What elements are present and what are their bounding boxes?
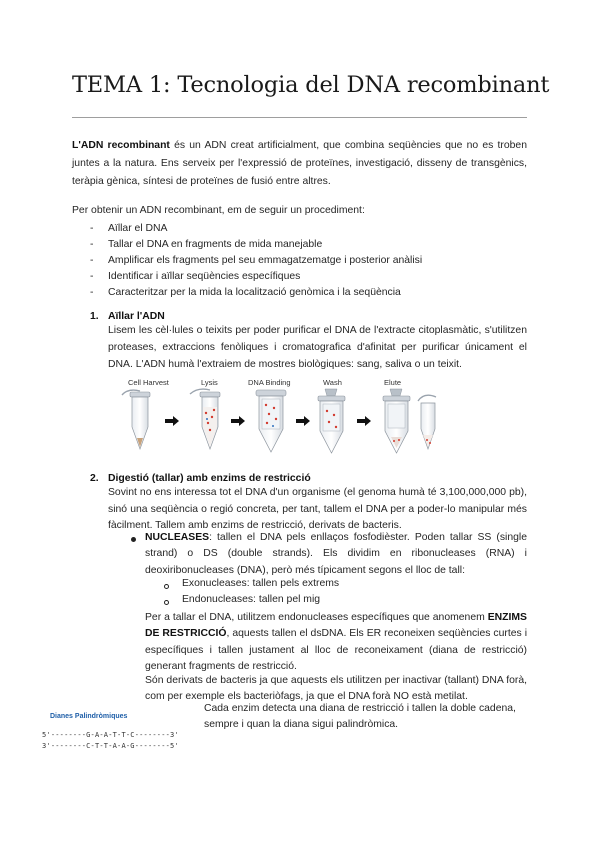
diana-line-2: sempre i quan la diana sigui palindròmica. bbox=[204, 719, 399, 730]
arrow-icon bbox=[357, 416, 371, 426]
palindrome-top-strand: 5'--------G-A-A-T-T-C--------3' bbox=[42, 731, 179, 739]
intro-term: L'ADN recombinant bbox=[72, 140, 170, 151]
er-term: ENZIMS DE RESTRICCIÓ bbox=[145, 612, 527, 640]
arrow-icon bbox=[296, 416, 310, 426]
bullet-icon bbox=[131, 537, 136, 542]
procedure-step: - Amplificar els fragments pel seu emmagatzematge i posterior anàlisi bbox=[90, 253, 510, 269]
nucleases-term: NUCLEASES bbox=[145, 532, 210, 543]
arrow-icon bbox=[165, 416, 179, 426]
sub-bullet-icon bbox=[164, 584, 169, 589]
sub-item-exonucleases: Exonucleases: tallen pels extrems bbox=[182, 578, 340, 589]
procedure-step: - Tallar el DNA en fragments de mida manejable bbox=[90, 237, 510, 253]
tube-lysis-icon bbox=[190, 389, 220, 449]
restriction-enzymes-paragraph bbox=[145, 610, 527, 675]
section-2-text: Sovint no ens interessa tot el DNA d'un organisme (el genoma humà té 3,100,000,000 pb), sinó una seqüència o regió concreta, per tant, tallem el DNA per a poder-lo manipular més fàcilment. Tallem amb enzims de restricció, derivats de bacteris. bbox=[108, 487, 527, 531]
diana-line-1: Cada enzim detecta una diana de restricció i tallen la doble cadena, bbox=[204, 703, 516, 714]
tube-wash-icon bbox=[318, 389, 345, 453]
bacteria-paragraph: Són derivats de bacteris ja que aquests els utilitzen per inactivar (tallant) DNA forà, com per exemple els bacteriòfags, ja que el DNA forà NO està metilat. bbox=[145, 675, 527, 703]
nucleases-text: : tallen el DNA pels enllaços fosfodièster. Poden tallar SS (single strand) o DS (double strands). Els dividim en ribonucleases (RNA) i deoxiribonucleases (DNA), però més típicament segons el lloc de tall: bbox=[145, 532, 527, 576]
er-text-2: , aquests tallen el dsDNA. Els ER reconeixen seqüències curtes i específiques i tallen justament al lloc de reconeixament (diana de restricció) generant fragments de restricció. bbox=[145, 628, 527, 672]
dna-purification-diagram bbox=[118, 377, 530, 459]
diagram-label-lysis: Lysis bbox=[201, 378, 218, 387]
tube-cell-harvest-icon bbox=[122, 390, 150, 449]
procedure-step: - Identificar i aïllar seqüències específiques bbox=[90, 269, 510, 285]
section-2-number: 2. bbox=[90, 473, 99, 484]
tube-elute-icon bbox=[383, 389, 410, 453]
procedure-step: - Caracteritzar per la mida la localització genòmica i la seqüència bbox=[90, 285, 510, 301]
palindrome-title: Dianes Palindròmiques bbox=[50, 713, 128, 720]
procedure-steps-list bbox=[90, 221, 510, 301]
section-1-text: Lisem les cèl·lules o teixits per poder purificar el DNA de l'extracte citoplasmàtic, s'utilitzen proteases, extraccions fenòliques i cromatografica d'afinitat per purificar únicament el DNA. L'ADN humà l'extraiem de mostres biològiques: sang, saliva o un teixit. bbox=[108, 325, 527, 371]
diagram-label-elute: Elute bbox=[384, 378, 402, 387]
diagram-label-cell-harvest: Cell Harvest bbox=[128, 378, 169, 387]
title-divider bbox=[72, 117, 527, 118]
diagram-label-dna-binding: DNA Binding bbox=[248, 378, 291, 387]
intro-text: és un ADN creat artificialment, que combina seqüències que no es troben juntes a la natura. Ens serveix per l'expressió de proteïnes, investigació, disseny de transgènics, teràpia gènica, síntesi de proteïnes de fusió entre altres. bbox=[72, 140, 527, 188]
section-2-heading: Digestió (tallar) amb enzims de restricció bbox=[108, 473, 311, 484]
page-title: TEMA 1: Tecnologia del DNA recombinant bbox=[72, 72, 550, 98]
section-1-heading: Aïllar l'ADN bbox=[108, 311, 165, 322]
nucleases-paragraph bbox=[145, 530, 527, 579]
diagram-label-wash: Wash bbox=[323, 378, 342, 387]
arrow-icon bbox=[231, 416, 245, 426]
palindrome-bottom-strand: 3'--------C-T-T-A-A-G--------5' bbox=[42, 742, 179, 750]
procedure-intro: Per obtenir un ADN recombinant, em de seguir un procediment: bbox=[72, 205, 365, 216]
tube-dna-binding-icon bbox=[256, 390, 286, 452]
section-1-number: 1. bbox=[90, 311, 99, 322]
sub-item-endonucleases: Endonucleases: tallen pel mig bbox=[182, 594, 321, 605]
sub-bullet-icon bbox=[164, 600, 169, 605]
er-text-1: Per a tallar el DNA, utilitzem endonucleases específiques que anomenem bbox=[145, 612, 488, 623]
output-tube-icon bbox=[418, 395, 436, 449]
procedure-step: - Aïllar el DNA bbox=[90, 221, 510, 237]
intro-paragraph bbox=[72, 137, 527, 192]
